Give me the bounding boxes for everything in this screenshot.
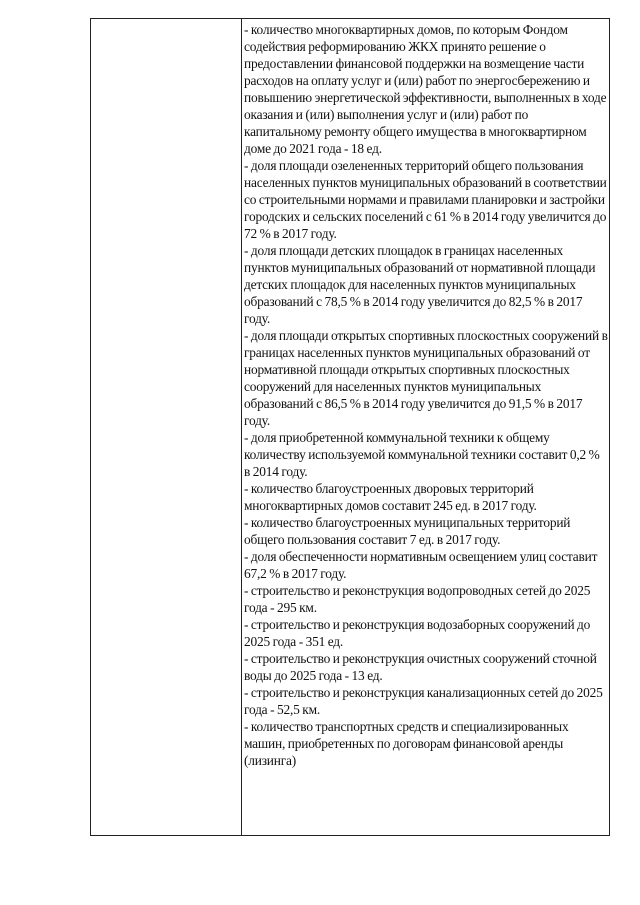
indicator-item: - количество благоустроенных муниципальных территорий общего пользования составит 7 ед. в 2017 году. xyxy=(244,515,571,547)
indicator-item: - доля площади открытых спортивных плоскостных сооружений в границах населенных пунктов муниципальных образований от нормативной площади открытых спортивных плоскостных сооружений для населенных пунктов муниципальных образований с 86,5 % в 2014 году увеличится до 91,5 % в 2017 году. xyxy=(244,328,608,428)
indicator-item: - строительство и реконструкция водопроводных сетей до 2025 года - 295 км. xyxy=(244,583,591,615)
indicators-table xyxy=(90,18,610,836)
indicator-item: - строительство и реконструкция канализационных сетей до 2025 года - 52,5 км. xyxy=(244,685,603,717)
indicator-item: - количество благоустроенных дворовых территорий многоквартирных домов составит 245 ед. в 2017 году. xyxy=(244,481,537,513)
indicator-item: - строительство и реконструкция очистных сооружений сточной воды до 2025 года - 13 ед. xyxy=(244,651,597,683)
indicator-item: - строительство и реконструкция водозаборных сооружений до 2025 года - 351 ед. xyxy=(244,617,591,649)
indicator-item: - доля обеспеченности нормативным освещением улиц составит 67,2 % в 2017 году. xyxy=(244,549,598,581)
table-right-cell xyxy=(242,19,611,835)
table-left-cell xyxy=(91,19,242,835)
indicator-item: - количество транспортных средств и специализированных машин, приобретенных по договорам финансовой аренды (лизинга) xyxy=(244,719,569,768)
indicator-item: - доля площади детских площадок в границах населенных пунктов муниципальных образований от нормативной площади детских площадок для населенных пунктов муниципальных образований с 78,5 % в 2014 году увеличится до 82,5 % в 2017 году. xyxy=(244,243,596,326)
indicator-item: - количество многоквартирных домов, по которым Фондом содействия реформированию ЖКХ принято решение о предоставлении финансовой поддержки на возмещение части расходов на оплату услуг и (или) работ по энергосбережению и повышению энергетической эффективности, выполненных в ходе оказания и (или) выполнения услуг и (или) работ по капитальному ремонту общего имущества в многоквартирном доме до 2021 года - 18 ед. xyxy=(244,22,607,156)
indicator-item: - доля площади озелененных территорий общего пользования населенных пунктов муниципальных образований в соответствии со строительными нормами и правилами планировки и застройки городских и сельских поселений с 61 % в 2014 году увеличится до 72 % в 2017 году. xyxy=(244,158,607,241)
indicator-item: - доля приобретенной коммунальной техники к общему количеству используемой коммунальной техники составит 0,2 % в 2014 году. xyxy=(244,430,600,479)
